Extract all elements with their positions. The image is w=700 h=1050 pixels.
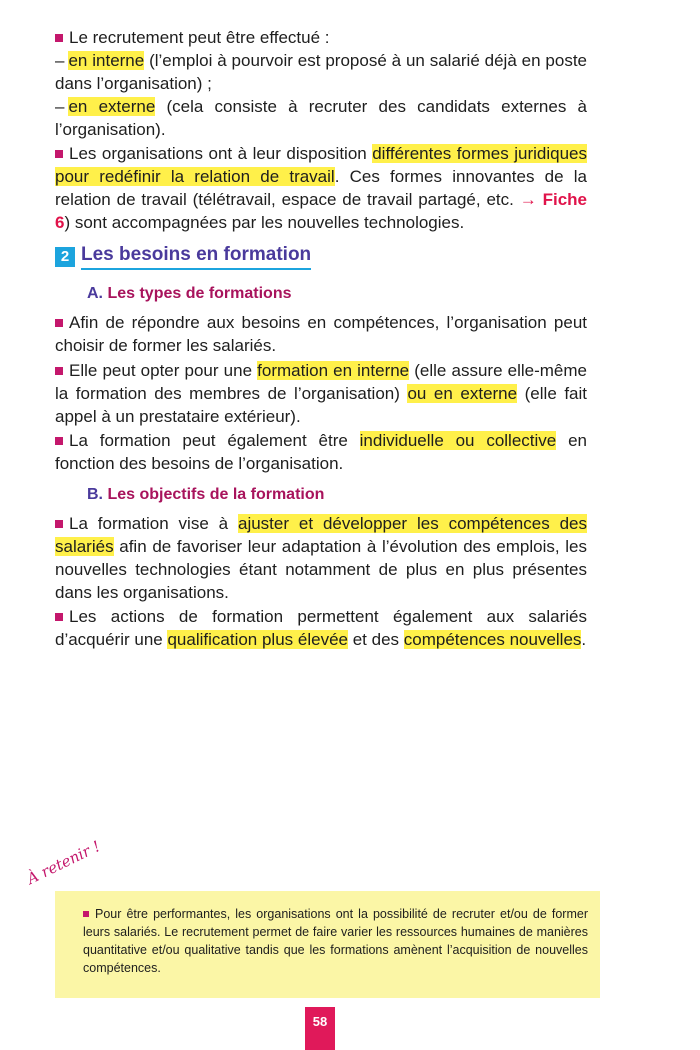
bullet-icon bbox=[55, 34, 63, 42]
retenir-label: À retenir ! bbox=[24, 837, 103, 888]
forms-paragraph: Les organisations ont à leur disposition différentes formes juridiques pour redéfinir la relation de travail. Ces formes innovantes de la relation de travail (télétravail, espace de travail partagé, etc. → Fiche 6) sont accompagnées par les nouvelles technologies. bbox=[55, 144, 587, 232]
highlight-qualification: qualification plus élevée bbox=[167, 630, 348, 649]
bullet-icon bbox=[55, 520, 63, 528]
fiche-6-link[interactable]: → Fiche 6 bbox=[55, 190, 587, 232]
subheading-a: A. Les types de formations bbox=[87, 285, 292, 302]
types-paragraph-2: Elle peut opter pour une formation en interne (elle assure elle-même la formation des membres de l’organisation) ou en externe (elle fait appel à un prestataire extérieur). bbox=[55, 361, 588, 426]
section-number-badge: 2 bbox=[55, 247, 75, 267]
section-title: Les besoins en formation bbox=[81, 243, 311, 270]
highlight-formes-juridiques: différentes formes juridiques pour redéfinir la relation de travail bbox=[55, 144, 587, 186]
retenir-box bbox=[55, 891, 600, 998]
objectives-paragraph-1: La formation vise à ajuster et développer les compétences des salariés afin de favoriser leur adaptation à l’évolution des emplois, les nouvelles technologies étant notamment de plus en plus présentes dans les organisations. bbox=[55, 514, 587, 602]
highlight-competences: ajuster et développer les compétences des salariés bbox=[55, 514, 587, 556]
objectives-paragraph-2: Les actions de formation permettent également aux salariés d’acquérir une qualification plus élevée et des compétences nouvelles. bbox=[55, 607, 587, 649]
subheading-b: B. Les objectifs de la formation bbox=[87, 486, 325, 503]
bullet-icon bbox=[55, 367, 63, 375]
highlight-en-interne: en interne bbox=[68, 51, 145, 70]
bullet-icon bbox=[83, 911, 89, 917]
bullet-icon bbox=[55, 150, 63, 158]
page-number: 58 bbox=[305, 1007, 335, 1050]
bullet-icon bbox=[55, 613, 63, 621]
highlight-competences-nouvelles: compétences nouvelles bbox=[403, 630, 582, 649]
bullet-icon bbox=[55, 319, 63, 327]
highlight-externe: ou en externe bbox=[407, 384, 518, 403]
types-paragraph-3: La formation peut également être individuelle ou collective en fonction des besoins de l’organisation. bbox=[55, 431, 587, 473]
section-2-heading bbox=[55, 243, 311, 270]
retenir-text: Pour être performantes, les organisations ont la possibilité de recruter et/ou de former leurs salariés. Le recrutement permet de faire varier les ressources humaines de manières quantitative et/ou qualitative tandis que les formations amènent l’acquisition de nouvelles compétences. bbox=[83, 907, 588, 975]
highlight-formation-interne: formation en interne bbox=[257, 361, 410, 380]
bullet-icon bbox=[55, 437, 63, 445]
types-paragraph-1: Afin de répondre aux besoins en compétences, l’organisation peut choisir de former les salariés. bbox=[55, 313, 587, 355]
recruitment-paragraph: Le recrutement peut être effectué : – en interne (l’emploi à pourvoir est proposé à un salarié déjà en poste dans l’organisation) ; – en externe (cela consiste à recruter des candidats externes à l’organisation). bbox=[55, 28, 587, 139]
highlight-en-externe: en externe bbox=[68, 97, 156, 116]
highlight-individuelle-collective: individuelle ou collective bbox=[359, 431, 557, 450]
